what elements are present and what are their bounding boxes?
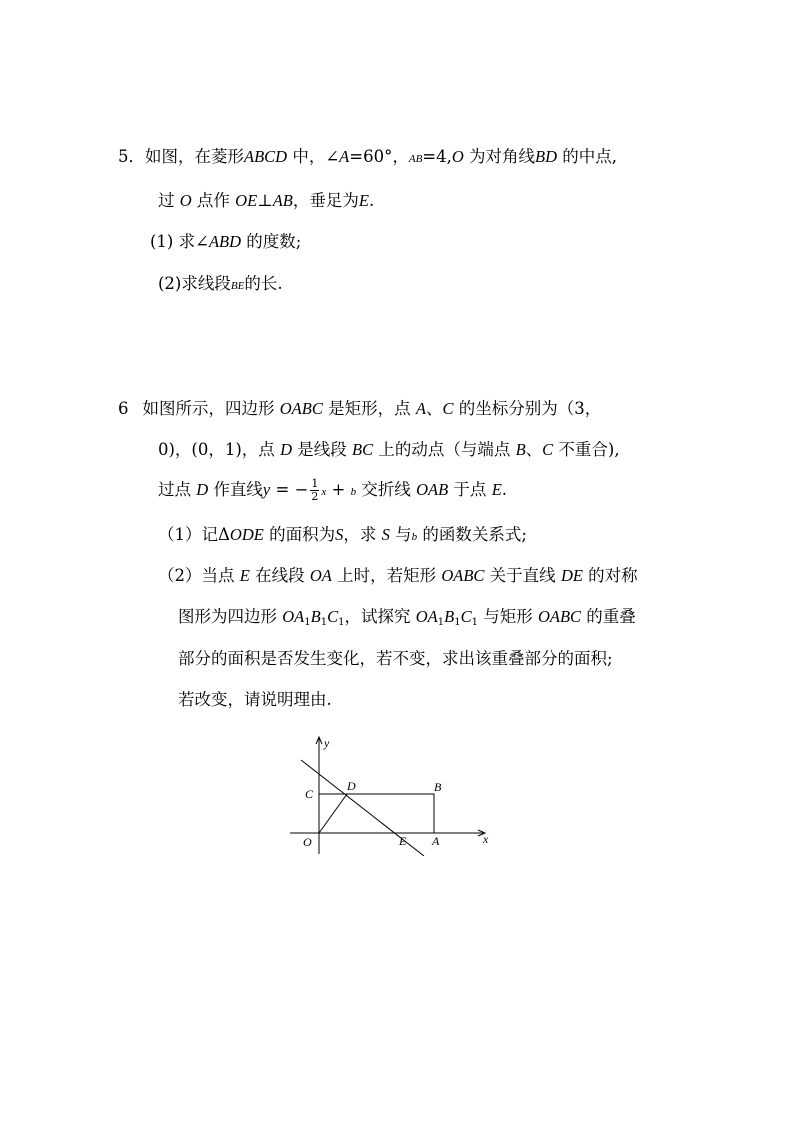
q5-line2: 过 O 点作 OE⊥AB，垂足为E. <box>158 191 375 210</box>
q6-sub2-line2: 图形为四边形 $OA_1B_1C_1$，试探究 $OA_1B_1C_1$ 与矩形 OABC 的重叠 <box>178 607 636 628</box>
label-e: E <box>399 834 407 848</box>
label-x: x <box>483 832 489 846</box>
label-d: D <box>347 779 356 793</box>
q6-sub2-line4: 若改变，请说明理由. <box>178 690 332 709</box>
label-a: A <box>432 834 440 848</box>
label-b: B <box>434 780 442 794</box>
rectangle-oabc <box>319 794 434 833</box>
q6-line2: 0)，(0，1)，点 D 是线段 BC 上的动点（与端点 B、C 不重合), <box>158 440 620 459</box>
coordinate-figure <box>286 730 496 856</box>
label-y: y <box>324 736 330 750</box>
q5-line1: 5．如图，在菱形ABCD 中，∠A=60°，AB=4,O 为对角线BD 的中点, <box>118 147 618 166</box>
q5-sub2: (2)求线段BE的长. <box>158 274 283 293</box>
fraction-one-half: $\frac{1}{2}$ <box>311 477 319 504</box>
q6-sub2-line3: 部分的面积是否发生变化，若不变，求出该重叠部分的面积; <box>178 649 613 668</box>
q6-sub1: （1）记ΔODE 的面积为S，求 S 与b 的函数关系式; <box>158 525 527 544</box>
q6-line3: 过点 D 作直线y = − $\frac{1}{2}$ x + b 交折线 OAB 于点 E. <box>158 477 508 504</box>
q6-number: 6 <box>118 399 129 418</box>
label-o: O <box>303 835 312 849</box>
segment-od <box>319 794 347 833</box>
q5-sub1: (1) 求∠ABD 的度数; <box>150 232 302 251</box>
label-c: C <box>305 787 314 801</box>
q5-number: 5． <box>118 147 145 166</box>
q6-sub2: （2）当点 E 在线段 OA 上时，若矩形 OABC 关于直线 DE 的对称 <box>158 566 638 585</box>
q6-line1: 6 如图所示，四边形 OABC 是矩形，点 A、C 的坐标分别为（3， <box>118 399 602 418</box>
